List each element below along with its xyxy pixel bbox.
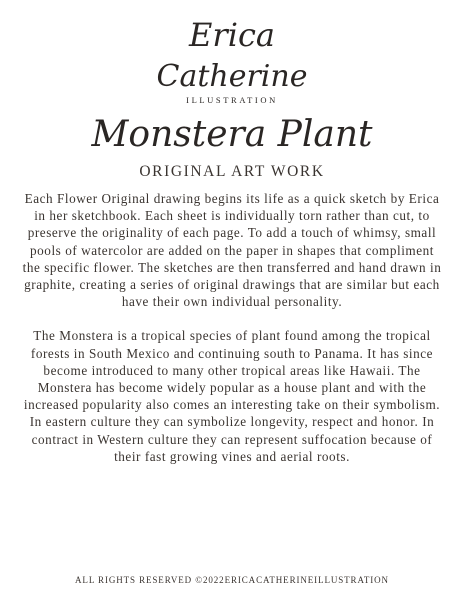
copyright-footer: ALL RIGHTS RESERVED ©2022ERICACATHERINEILLUSTRATION — [75, 575, 389, 585]
logo-mark — [132, 8, 332, 108]
page-title-svg — [0, 102, 464, 162]
page-title-block — [0, 102, 464, 162]
paragraph-monstera: The Monstera is a tropical species of plant found among the tropical forests in South Mexico and continuing south to Panama. It has since become introduced to many other tropical areas like Hawaii. The Monstera has become widely popular as a house plant and with the increased popularity also comes an interesting take on their symbolism. In eastern culture they can symbolize longevity, respect and honor. In contract in Western culture they can represent suffocation because of their fast growing vines and aerial roots. — [23, 328, 441, 464]
paragraph-process: Each Flower Original drawing begins its life as a quick sketch by Erica in her sketchbook. Each sheet is individually torn rather than cut, to preserve the originality of each page. To add a touch of whimsy, small pools of watercolor are added on the paper in shapes that compliment the specific flower. The sketches are then transferred and hand drawn in graphite, creating a series of original drawings that are similar but each have their own individual personality. — [22, 191, 442, 310]
description-text — [20, 190, 444, 465]
page-subtitle: ORIGINAL ART WORK — [139, 163, 325, 180]
logo-line-catherine: Catherine — [156, 59, 308, 94]
page-title: Monstera Plant — [91, 114, 373, 155]
brand-logo — [0, 8, 464, 108]
logo-tagline: ILLUSTRATION — [186, 95, 278, 105]
logo-line-erica: Erica — [189, 16, 275, 54]
